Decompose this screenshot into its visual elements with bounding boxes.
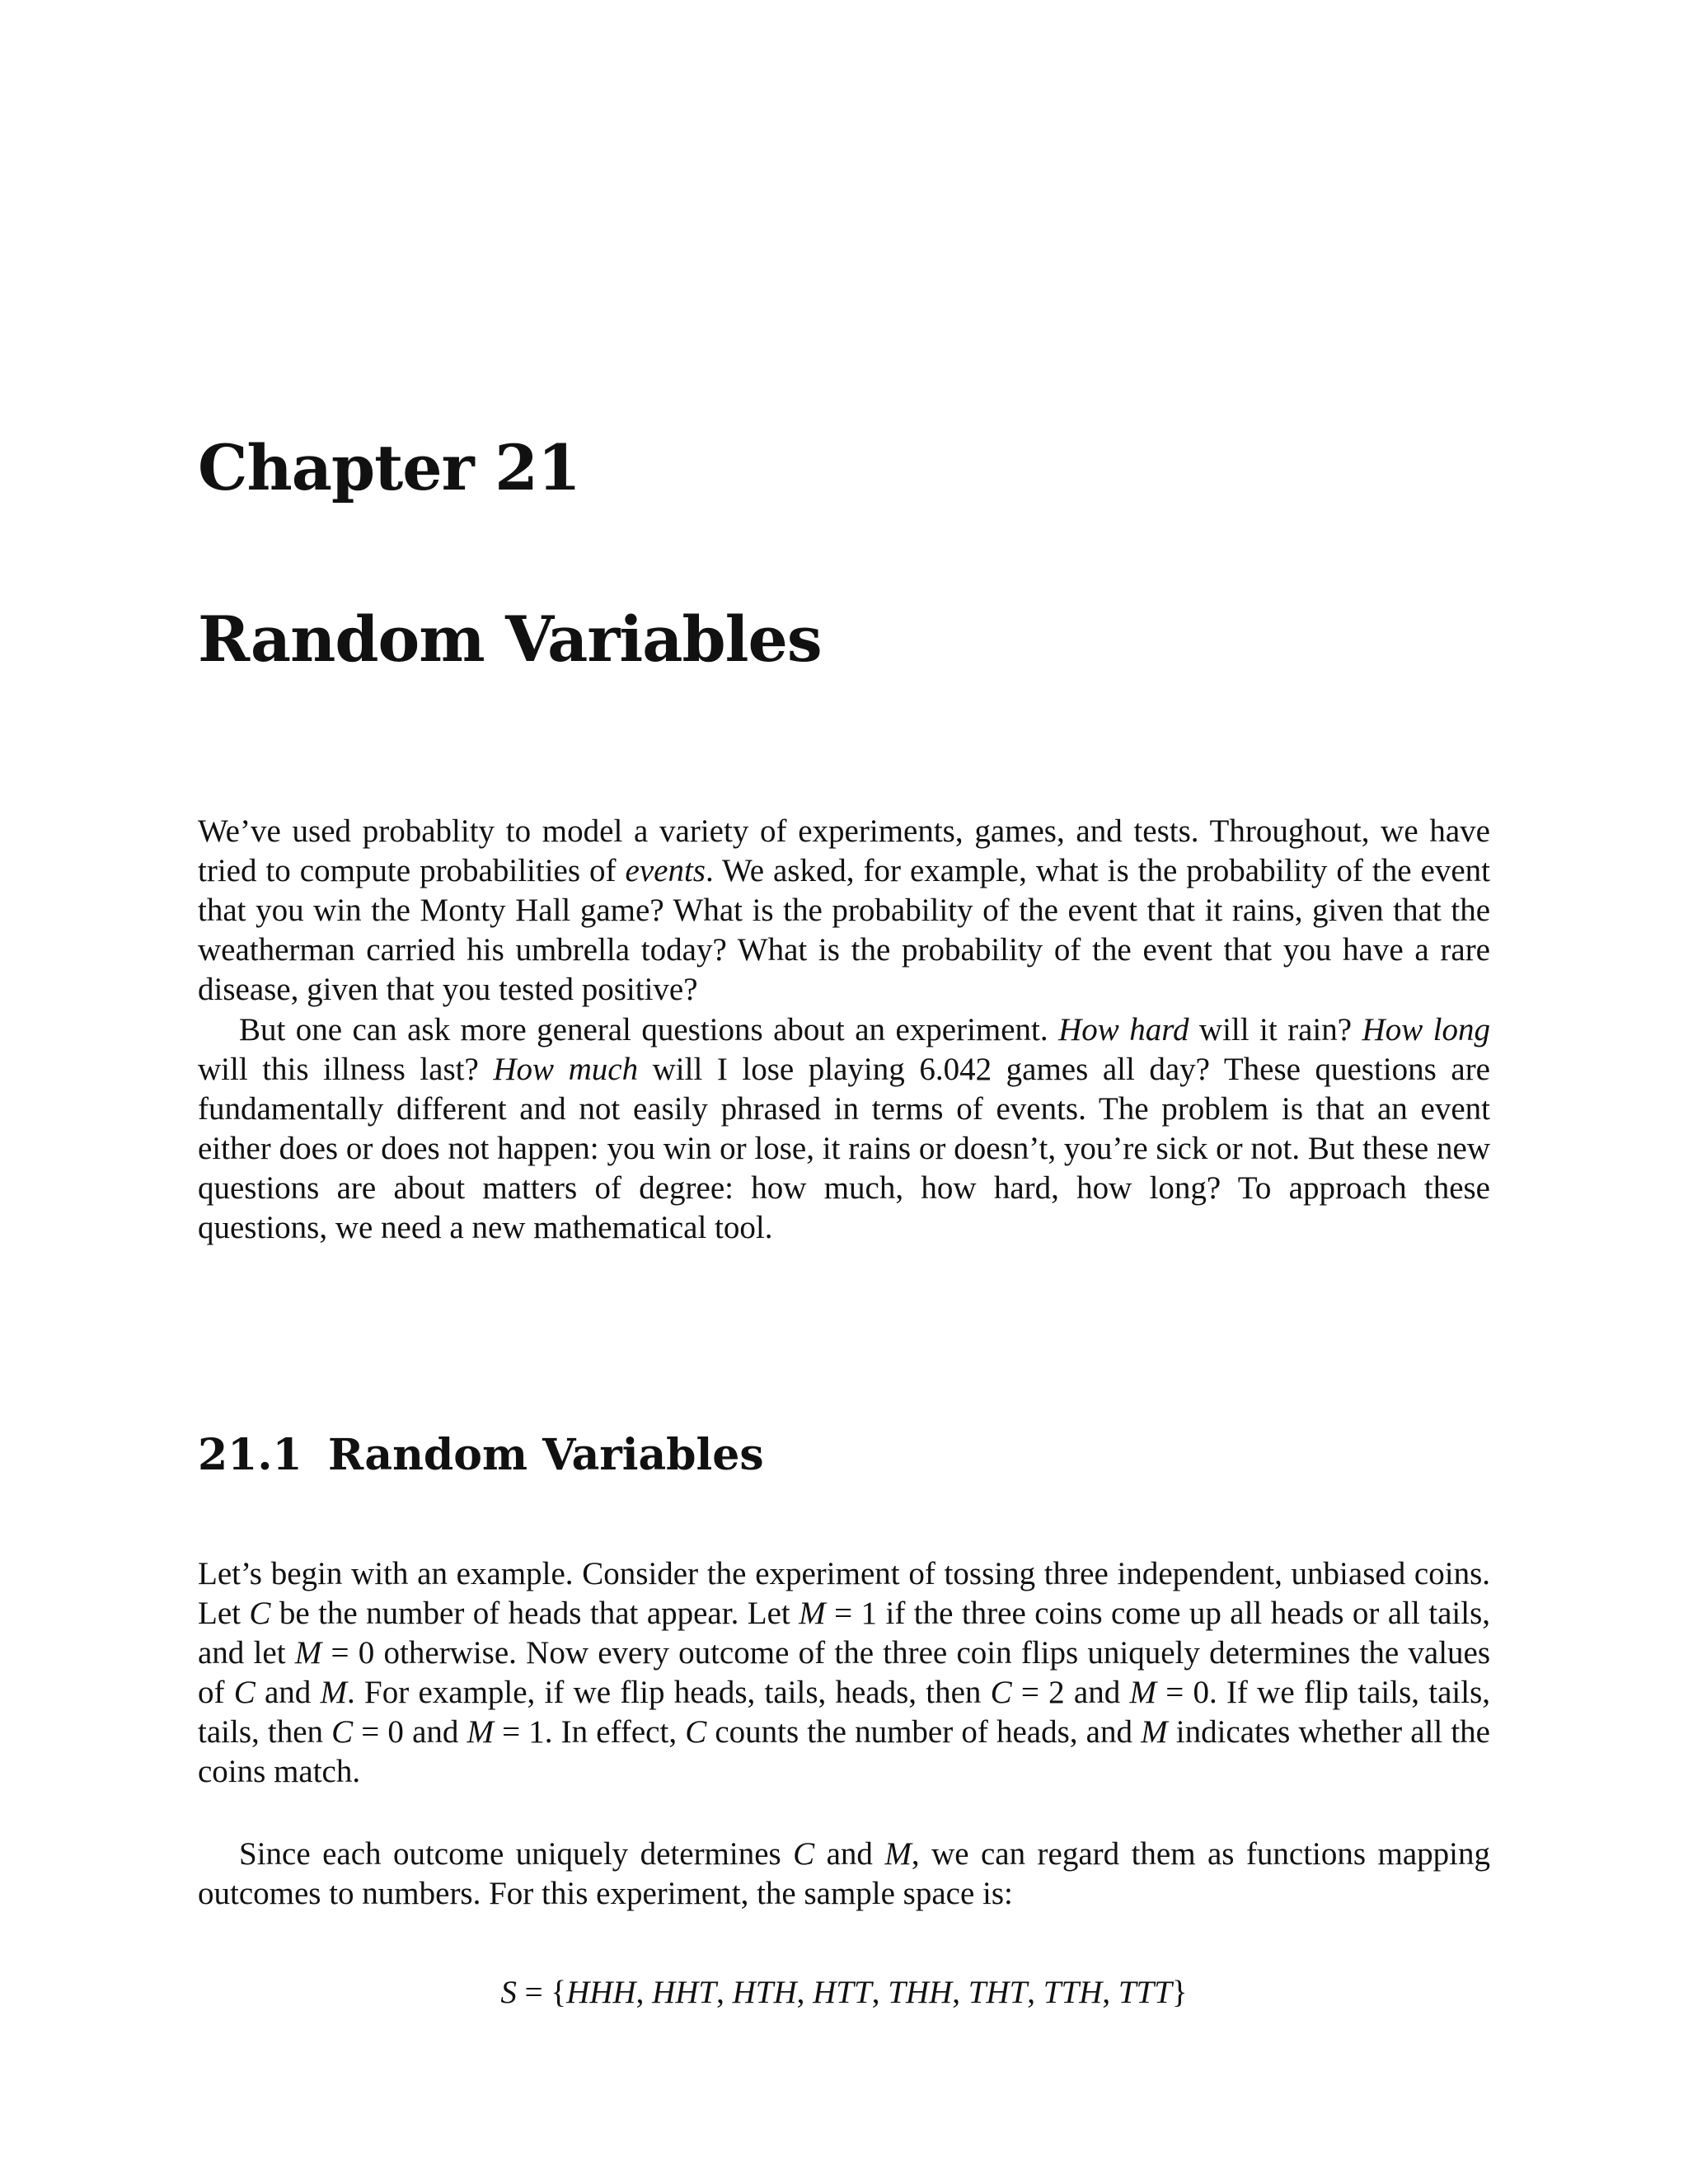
math-var-m: M bbox=[1129, 1675, 1156, 1710]
outcome-separator: , bbox=[871, 1975, 889, 2010]
section-paragraph-1: Let’s begin with an example. Consider the experiment of tossing three independent, unbiased coins. Let C be the number of heads that appear. Let M = 1 if the three coins come up all heads or all tails, and let M = 0 otherwise. Now every outcome of the three coin flips uniquely determines the values of C and M. For example, if we flip heads, tails, heads, then C = 2 and M = 0. If we flip tails, tails, tails, then C = 0 and M = 1. In effect, C counts the number of heads, and M indicates whether all the coins match. bbox=[198, 1556, 1491, 1789]
outcome: HTH bbox=[732, 1975, 797, 2010]
math-var-m: M bbox=[467, 1714, 495, 1750]
math-set-close: } bbox=[1171, 1975, 1188, 2010]
math-equality: = 1 bbox=[825, 1596, 878, 1631]
section-paragraph-2: Since each outcome uniquely determines C and M, we can regard them as functions mapping outcomes to numbers. For this experiment, the sample space is: bbox=[198, 1836, 1490, 1911]
math-var-s: S bbox=[500, 1975, 517, 2010]
chapter-number: Chapter 21 bbox=[198, 431, 580, 504]
math-var-c: C bbox=[249, 1596, 271, 1631]
emphasis-how-much: How much bbox=[493, 1052, 639, 1087]
chapter-title: Random Variables bbox=[198, 602, 822, 676]
math-var-c: C bbox=[793, 1836, 815, 1872]
math-var-m: M bbox=[1141, 1714, 1168, 1750]
outcome-separator: , bbox=[1027, 1975, 1043, 2010]
outcome-separator: , bbox=[635, 1975, 653, 2010]
intro-paragraph-1: We’ve used probablity to model a variety of experiments, games, and tests. Throughout, we have tried to compute probabilities of events. We asked, for example, what is the probability of the event that you win the Monty Hall game? What is the probability of the event that it rains, given that the weatherman carried his umbrella today? What is the probability of the event that you have a rare disease, given that you tested positive? bbox=[198, 813, 1490, 1007]
outcome: HHT bbox=[652, 1975, 717, 2010]
outcome: THT bbox=[968, 1975, 1028, 2010]
intro-paragraph-2: But one can ask more general questions about an experiment. How hard will it rain? How long will this illness last? How much will I lose playing 6.042 games all day? These questions are fundamentally different and not easily phrased in terms of events. The problem is that an event either does or does not happen: you win or lose, it rains or doesn’t, you’re sick or not. But these new questions are about matters of degree: how much, how hard, how long? To approach these questions, we need a new mathematical tool. bbox=[198, 1012, 1490, 1245]
sample-space-equation bbox=[198, 1973, 1490, 2013]
math-equality: = 1 bbox=[494, 1714, 545, 1750]
outcome-separator: , bbox=[796, 1975, 814, 2010]
outcome: HHH bbox=[566, 1975, 636, 2010]
math-var-c: C bbox=[685, 1714, 707, 1750]
section-number: 21.1 bbox=[198, 1430, 302, 1480]
math-equality: = 2 bbox=[1011, 1675, 1065, 1710]
outcome: TTT bbox=[1118, 1975, 1172, 2010]
outcome-separator: , bbox=[952, 1975, 968, 2010]
math-var-c: C bbox=[990, 1675, 1012, 1710]
math-var-m: M bbox=[320, 1675, 348, 1710]
emphasis-how-hard: How hard bbox=[1058, 1012, 1189, 1047]
math-var-m: M bbox=[294, 1635, 322, 1671]
outcome: TTH bbox=[1043, 1975, 1103, 2010]
section-title: Random Variables bbox=[328, 1430, 764, 1480]
emphasis-events: events bbox=[625, 853, 706, 888]
math-var-m: M bbox=[884, 1836, 912, 1872]
outcome: THH bbox=[888, 1975, 953, 2010]
math-var-m: M bbox=[799, 1596, 826, 1631]
math-equality: = 0 bbox=[353, 1714, 404, 1750]
math-equality: = 0 bbox=[321, 1635, 375, 1671]
section-heading bbox=[198, 1430, 764, 1480]
math-var-c: C bbox=[331, 1714, 354, 1750]
outcome-separator: , bbox=[716, 1975, 733, 2010]
emphasis-how-long: How long bbox=[1362, 1012, 1490, 1047]
outcome-separator: , bbox=[1102, 1975, 1118, 2010]
math-set-open: = { bbox=[516, 1975, 567, 2010]
outcome: HTT bbox=[813, 1975, 872, 2010]
math-equality: = 0 bbox=[1156, 1675, 1209, 1710]
math-var-c: C bbox=[233, 1675, 256, 1710]
